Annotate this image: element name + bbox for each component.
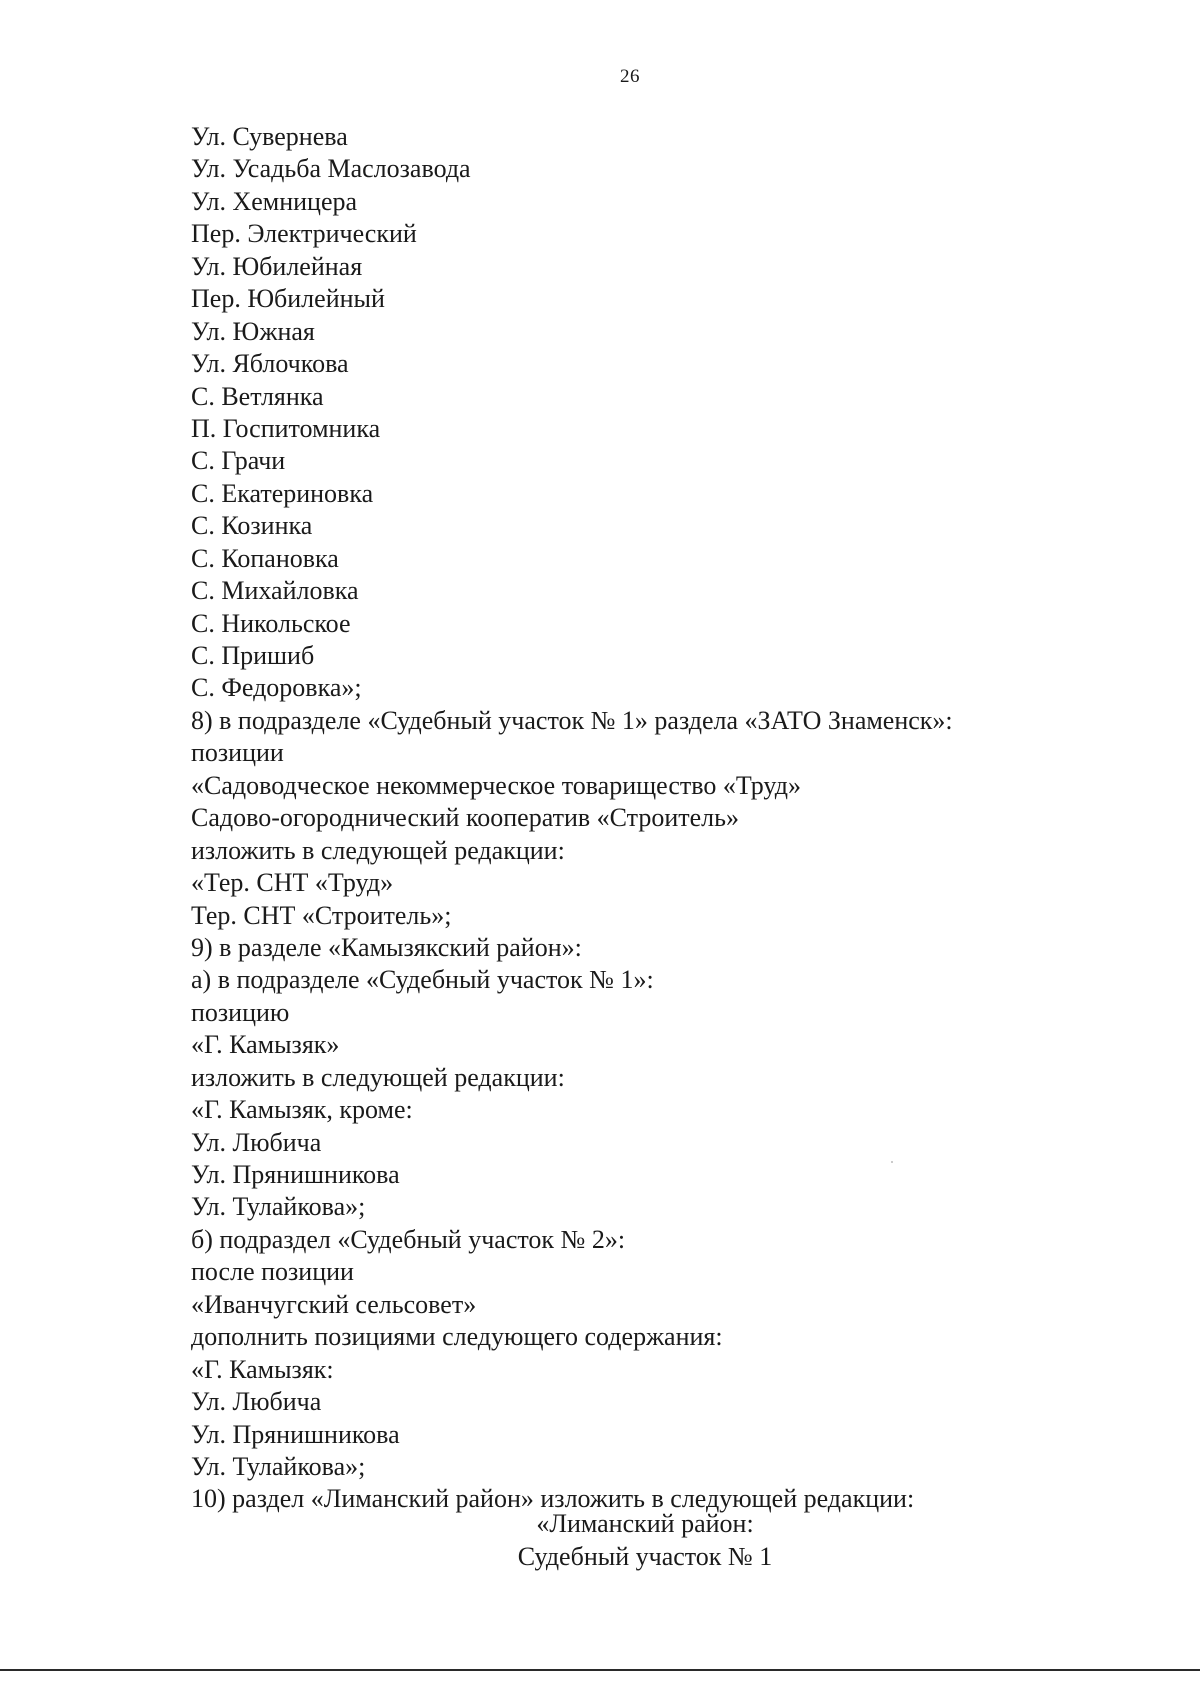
- text-line: Ул. Тулайкова»;: [191, 1451, 366, 1481]
- text-line: Ул. Сувернева: [191, 122, 348, 151]
- page-number: 26: [620, 66, 640, 87]
- text-line: Садово-огороднический кооператив «Строитель»: [191, 803, 739, 833]
- page-bottom-rule: [0, 1669, 1200, 1671]
- text-line: С. Екатериновка: [191, 478, 374, 508]
- text-line: после позиции: [191, 1257, 354, 1287]
- text-line: Ул. Любича: [191, 1387, 322, 1417]
- text-line: «Садоводческое некоммерческое товарищество «Труд»: [191, 770, 801, 800]
- text-line: позицию: [191, 997, 290, 1027]
- text-line: С. Копановка: [191, 543, 339, 573]
- scan-speck: [891, 1161, 893, 1163]
- text-line: Ул. Южная: [191, 316, 315, 346]
- text-line: С. Козинка: [191, 511, 313, 541]
- text-line: Ул. Усадьба Маслозавода: [191, 154, 471, 184]
- text-line: а) в подразделе «Судебный участок № 1»:: [191, 965, 654, 995]
- text-line: «Иванчугский сельсовет»: [191, 1289, 477, 1319]
- text-line: Ул. Яблочкова: [191, 349, 349, 379]
- text-line: 9) в разделе «Камызякский район»:: [191, 932, 582, 962]
- text-line: С. Федоровка»;: [191, 673, 362, 703]
- text-line: С. Пришиб: [191, 641, 315, 670]
- text-line: Ул. Прянишникова: [191, 1419, 400, 1449]
- section-heading: «Лиманский район:: [536, 1509, 754, 1538]
- text-line: Тер. СНТ «Строитель»;: [191, 900, 452, 930]
- text-line: Пер. Юбилейный: [191, 284, 385, 314]
- text-line: С. Никольское: [191, 608, 351, 638]
- text-line: Ул. Хемницера: [191, 186, 358, 216]
- text-line: Ул. Прянишникова: [191, 1160, 400, 1189]
- text-line: Ул. Любича: [191, 1127, 322, 1157]
- text-line: «Г. Камызяк, кроме:: [191, 1095, 413, 1125]
- text-line: «Тер. СНТ «Труд»: [191, 868, 394, 898]
- text-line: «Г. Камызяк»: [191, 1030, 340, 1060]
- text-line: дополнить позициями следующего содержания:: [191, 1322, 723, 1352]
- text-line: С. Ветлянка: [191, 381, 324, 411]
- document-body: [191, 121, 1131, 1516]
- text-line: б) подраздел «Судебный участок № 2»:: [191, 1224, 626, 1254]
- text-line: изложить в следующей редакции:: [191, 835, 565, 865]
- text-line: «Г. Камызяк:: [191, 1354, 334, 1384]
- text-line: изложить в следующей редакции:: [191, 1062, 565, 1092]
- text-line: Пер. Электрический: [191, 219, 417, 249]
- text-line: Ул. Юбилейная: [191, 251, 363, 281]
- subsection-heading: Судебный участок № 1: [517, 1542, 773, 1571]
- text-line: П. Госпитомника: [191, 413, 381, 443]
- text-line: 8) в подразделе «Судебный участок № 1» раздела «ЗАТО Знаменск»:: [191, 705, 953, 735]
- text-line: С. Грачи: [191, 446, 286, 476]
- text-line: позиции: [191, 738, 284, 768]
- text-line: Ул. Тулайкова»;: [191, 1192, 366, 1222]
- text-line: С. Михайловка: [191, 576, 359, 606]
- text-line: 10) раздел «Лиманский район» изложить в следующей редакции:: [191, 1484, 915, 1514]
